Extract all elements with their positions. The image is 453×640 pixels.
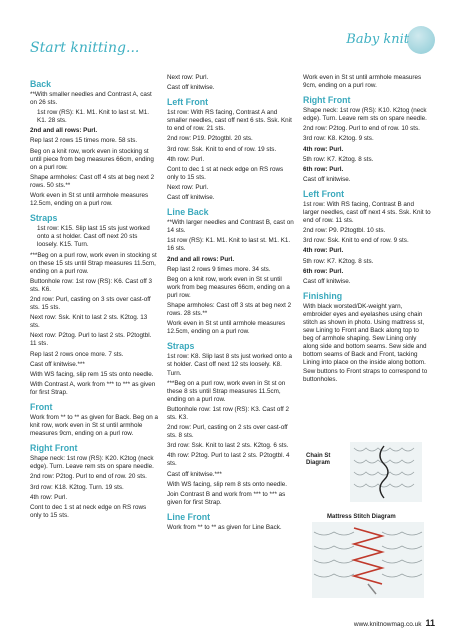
text: 2nd row: Purl, casting on 2 sts over cast-off sts. 8 sts.	[167, 424, 288, 440]
text: Next row: Purl.	[167, 74, 209, 81]
text: Cast off knitwise.***	[167, 470, 222, 478]
text: Shape neck: 1st row (RS): K20. K2tog (neck edge). Turn. Leave rem sts on spare needle.	[30, 455, 154, 471]
text: 5th row: K7. K2tog. 8 sts.	[303, 155, 374, 163]
heading-finishing: Finishing	[303, 290, 343, 301]
column-2	[167, 74, 295, 534]
text: Shape armholes: Cast off 4 sts at beg next 2 rows. 50 sts.**	[30, 173, 155, 189]
text: Work from ** to ** as given for Back. Beg on a knit row, work even in St st until armhole measures 9cm, ending on a purl row.	[30, 414, 158, 438]
text: 2nd row: P2tog. Purl to end of row. 20 sts.	[30, 473, 147, 481]
text: ***Beg on a purl row, work even in St st on these 8 sts until Strap measures 11.5cm, ending on a purl row.	[167, 379, 286, 403]
column-1	[30, 74, 158, 522]
text: 3rd row: Ssk. Knit to end of row. 9 sts.	[303, 237, 409, 245]
text: 2nd row: Purl, casting on 3 sts over cast-off sts. 15 sts.	[30, 295, 151, 312]
heading-line-back: Line Back	[167, 207, 209, 218]
text: With WS facing, slip rem 15 sts onto needle.	[30, 370, 154, 378]
heading-front: Front	[30, 402, 53, 412]
text: Cont to dec 1 st at neck edge on RS rows only to 15 sts.	[30, 503, 147, 519]
column-3	[303, 74, 431, 386]
text: 1st row: K15. Slip last 15 sts just worked onto a st holder. Cast off next 20 sts loosely. K15. Turn.	[37, 225, 150, 249]
text: Next row: P2tog. Purl to last 2 sts. P2togtbl. 11 sts.	[30, 332, 152, 348]
text: 2nd row: P19. P2togtbl. 20 sts.	[167, 135, 253, 143]
text: 6th row: Purl.	[303, 267, 344, 275]
text: Buttonhole row: 1st row (RS): K3. Cast off 2 sts. K3.	[167, 405, 290, 421]
page-number: 11	[425, 618, 435, 628]
heading-straps: Straps	[30, 213, 58, 224]
text: 4th row: Purl.	[167, 155, 205, 163]
heading-left-front: Left Front	[167, 97, 209, 108]
text: 1st row: With RS facing, Contrast A and smaller needles, cast off next 6 sts. Ssk. Knit to end of row. 21 sts.	[167, 109, 292, 133]
brand-title: Baby knit	[346, 32, 409, 47]
text: 3rd row: Ssk. Knit to last 2 sts. K2tog. 6 sts.	[167, 442, 289, 450]
footer	[354, 618, 435, 628]
mattress-stitch-diagram	[312, 522, 424, 598]
text: 2nd row: P2tog. Purl to end of row. 10 sts.	[303, 125, 420, 133]
text: 3rd row: K8. K2tog. 9 sts.	[303, 135, 374, 143]
section-title: Start knitting...	[30, 40, 140, 56]
text: Work from ** to ** as given for Line Back.	[167, 523, 282, 531]
text: 3rd row: Ssk. Knit to end of row. 19 sts.	[167, 145, 277, 153]
heading-right-front: Right Front	[30, 443, 78, 454]
text: Beg on a knit row, work even in St st until work from beg measures 66cm, ending on a purl row.	[167, 275, 290, 299]
text: Work even in St st until armhole measures 9cm, ending on a purl row.	[303, 74, 422, 90]
yarn-ball-icon	[407, 26, 435, 54]
text: Work even in St st until armhole measures 12.5cm, ending on a purl row.	[30, 192, 149, 208]
text: Rep last 2 rows once more. 7 sts.	[30, 350, 124, 358]
text: Cast off knitwise.	[303, 277, 351, 285]
text: With Contrast A, work from *** to *** as given for first Strap.	[30, 380, 156, 396]
text: Join Contrast B and work from *** to *** as given for first Strap.	[167, 490, 286, 506]
text: 4th row: Purl.	[303, 145, 344, 153]
text: Cast off knitwise.	[167, 84, 215, 92]
heading-straps-2: Straps	[167, 341, 195, 352]
text: Beg on a knit row, work even in stocking st until piece from beg measures 66cm, ending on a purl row.	[30, 147, 154, 171]
text: **With larger needles and Contrast B, cast on 14 sts.	[167, 219, 294, 235]
text: 4th row: Purl.	[30, 493, 68, 501]
heading-back: Back	[30, 79, 52, 89]
chain-diagram-label: Chain St Diagram	[306, 453, 331, 466]
footer-url[interactable]: www.knitnowmag.co.uk	[353, 621, 422, 628]
chain-stitch-diagram	[350, 442, 422, 502]
text: **With smaller needles and Contrast A, cast on 26 sts.	[30, 91, 152, 107]
text: 1st row (RS): K1. M1. Knit to last st. M1. K1. 16 sts.	[167, 237, 291, 253]
text: 4th row: Purl.	[303, 247, 344, 255]
text: Cont to dec 1 st at neck edge on RS rows only to 15 sts.	[167, 165, 284, 181]
mattress-diagram-label: Mattress Stitch Diagram	[327, 514, 396, 520]
text: Cast off knitwise.	[167, 194, 215, 202]
text: Rep last 2 rows 9 times more. 34 sts.	[167, 265, 271, 273]
text: Shape neck: 1st row (RS): K10. K2tog (neck edge). Turn. Leave rem sts on spare needle.	[303, 107, 427, 123]
text: Buttonhole row: 1st row (RS): K6. Cast off 3 sts. K6.	[30, 277, 153, 293]
text: Cast off knitwise.***	[30, 360, 85, 368]
text: 6th row: Purl.	[303, 165, 344, 173]
text: With black worsted/DK-weight yarn, embroider eyes and eyelashes using chain stitch as shown in photo. Using mattress st, sew Lining to Front and Back along top to beg of armhole shaping. Sew Lining only along side and bottom seams. Sew side and bottom seams of Back and Front, tacking Lining into place on the inside along bottom. Sew buttons to Front straps to correspond to buttonholes.	[303, 302, 428, 383]
text: Cast off knitwise.	[303, 175, 351, 183]
text: 1st row: With RS facing, Contrast B and larger needles, cast off next 4 sts. Ssk. Knit to end of row. 11 sts.	[303, 200, 431, 225]
text: 5th row: K7. K2tog. 8 sts.	[303, 257, 374, 265]
heading-right-front-2: Right Front	[303, 95, 351, 106]
text: 2nd row: P9. P2togtbl. 10 sts.	[303, 227, 386, 235]
text: 2nd and all rows: Purl.	[167, 255, 235, 263]
text: Next row: Purl.	[167, 183, 209, 191]
text: 1st row: K8. Slip last 8 sts just worked onto a st holder. Cast off next 12 sts loosely. K8. Turn.	[167, 353, 292, 377]
text: 3rd row: K18. K2tog. Turn. 19 sts.	[30, 483, 124, 491]
text: Shape armholes: Cast off 3 sts at beg next 2 rows. 28 sts.**	[167, 301, 292, 318]
text: 2nd and all rows: Purl.	[30, 127, 98, 135]
text: 4th row: P2tog. Purl to last 2 sts. P2togtbl. 4 sts.	[167, 452, 290, 468]
text: With WS facing, slip rem 8 sts onto needle.	[167, 480, 288, 488]
text: Next row: Ssk. Knit to last 2 sts. K2tog. 13 sts.	[30, 314, 148, 330]
heading-left-front-2: Left Front	[303, 188, 345, 199]
text: Work even in St st until armhole measures 12.5cm, ending on a purl row.	[167, 320, 286, 336]
text: 1st row (RS): K1. M1. Knit to last st. M1. K1. 28 sts.	[37, 109, 149, 125]
text: ***Beg on a purl row, work even in stocking st on these 15 sts until Strap measures 11.5cm, ending on a purl row.	[30, 251, 157, 275]
heading-line-front: Line Front	[167, 511, 211, 522]
text: Rep last 2 rows 15 times more. 58 sts.	[30, 137, 138, 145]
